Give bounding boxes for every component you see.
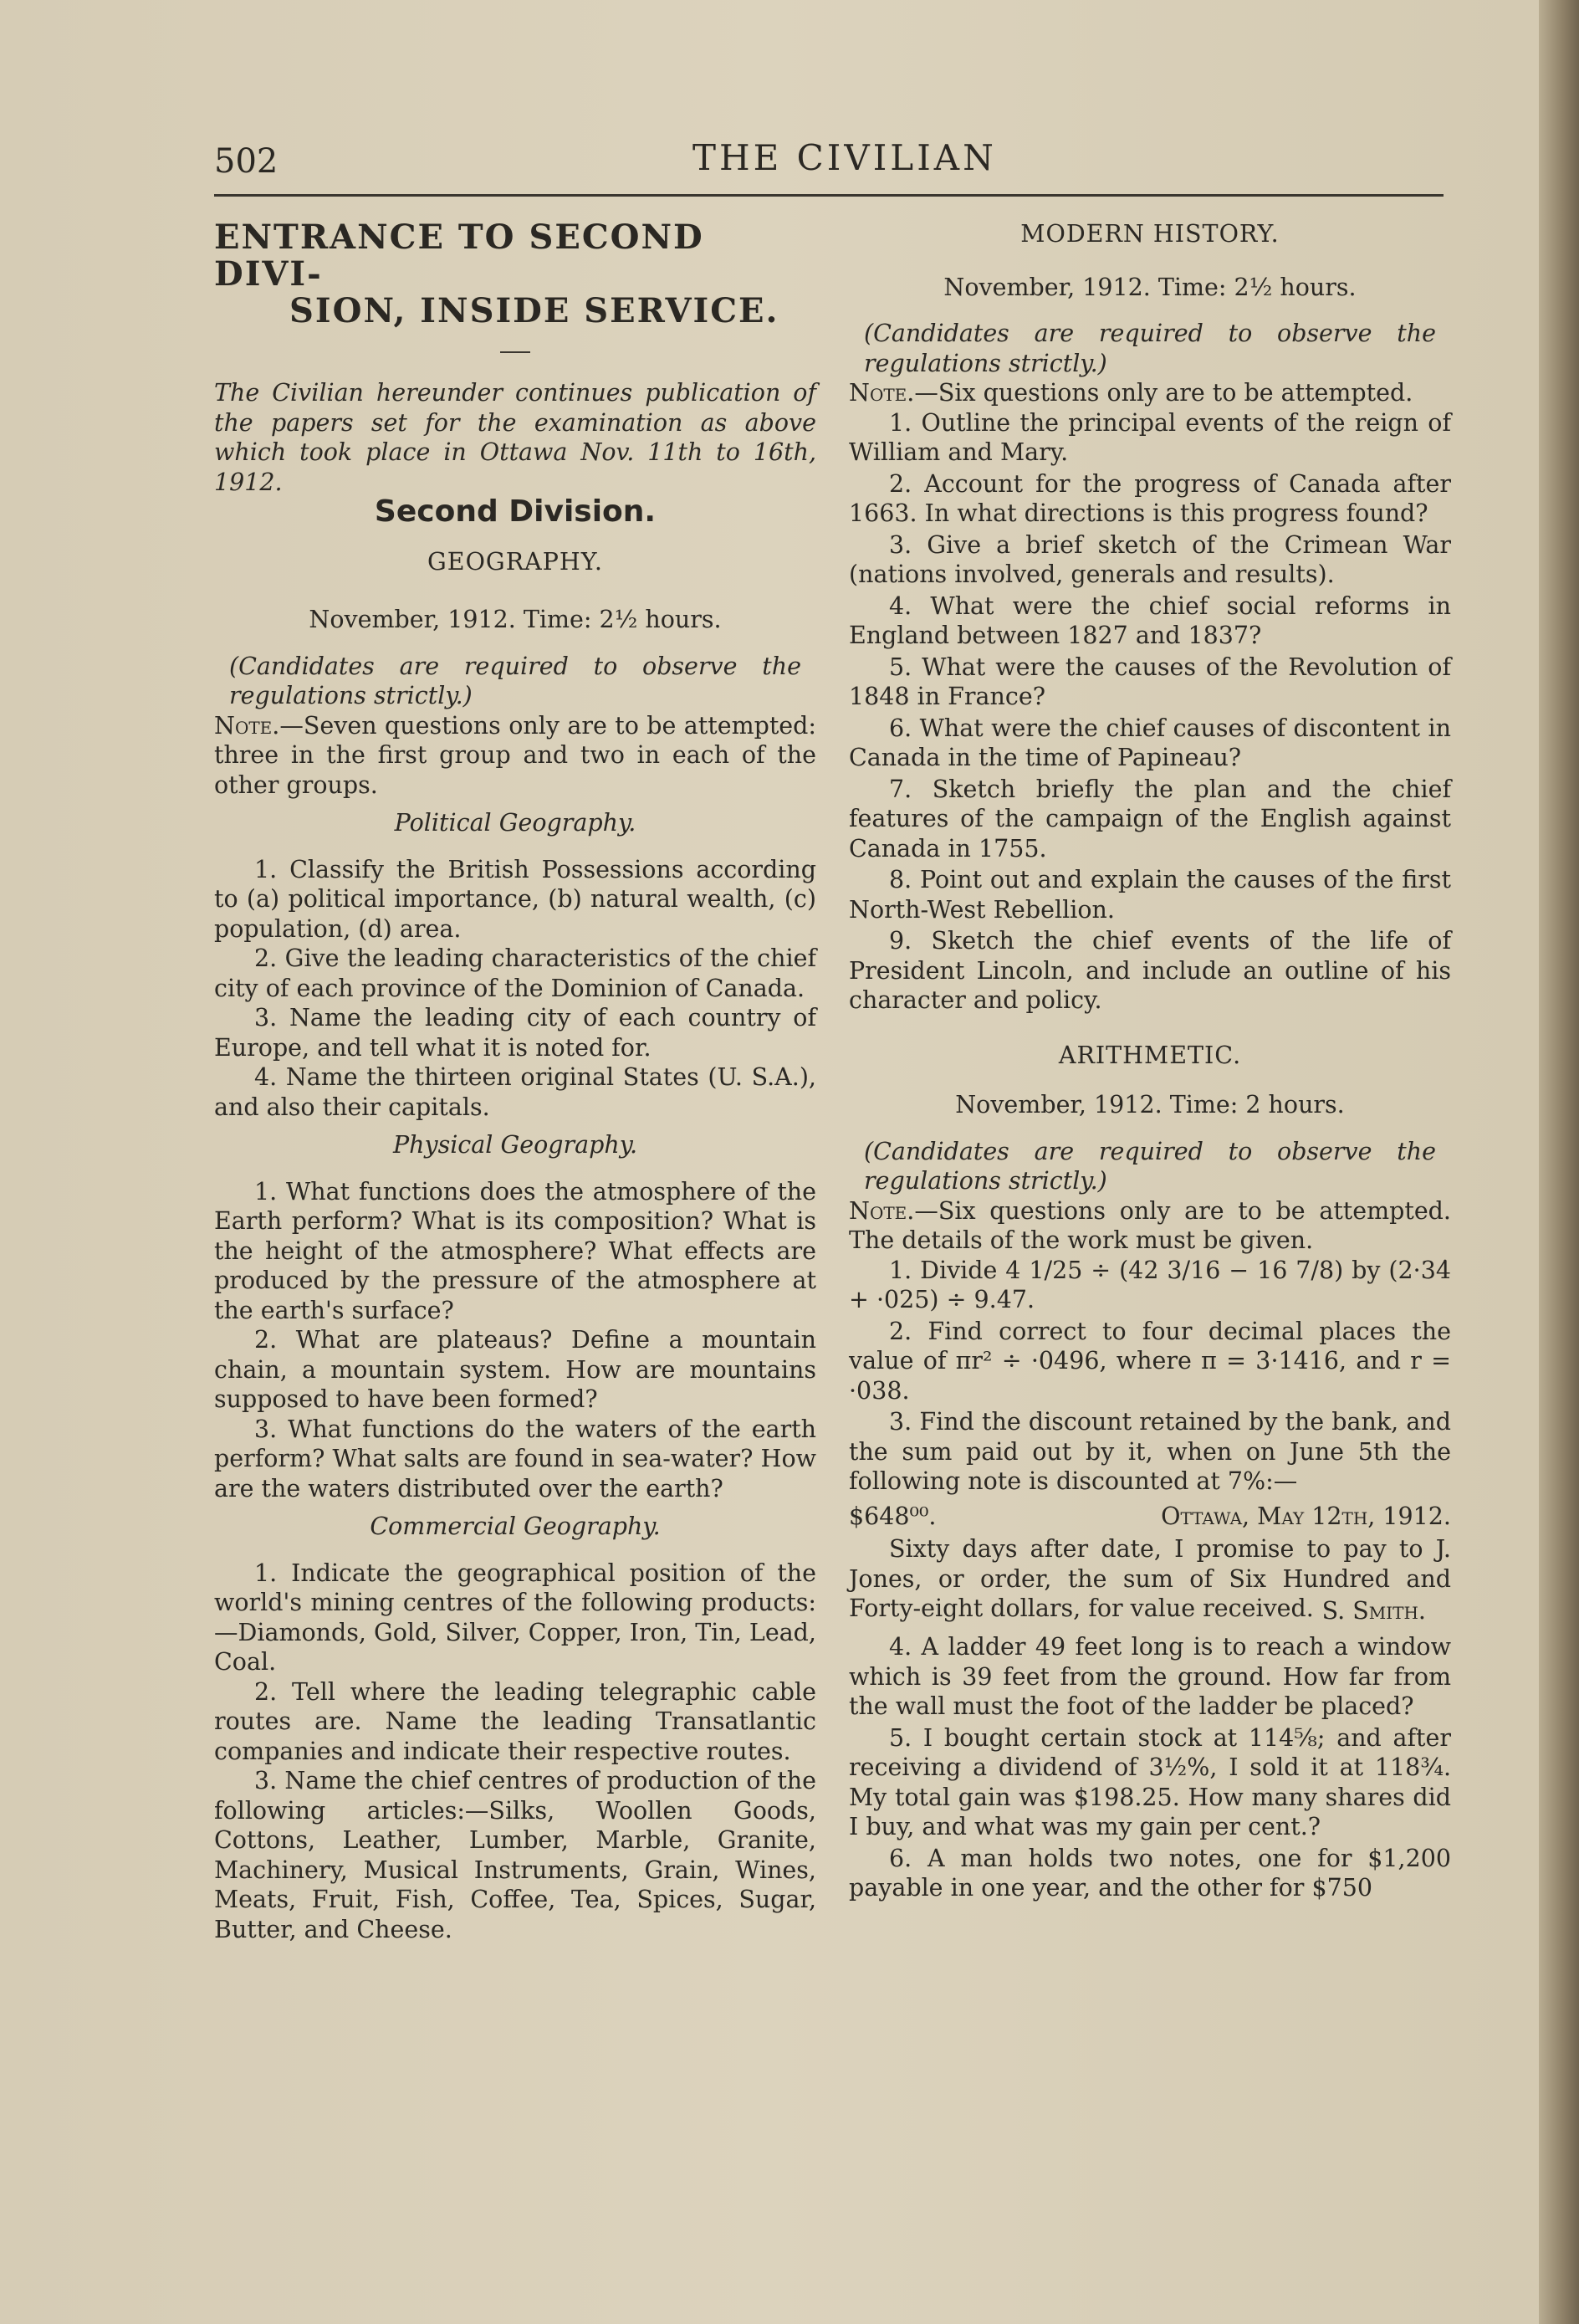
question: 5. What were the causes of the Revolution of 1848 in France? xyxy=(849,653,1451,710)
question: 4. What were the chief social reforms in England between 1827 and 1837? xyxy=(849,591,1451,649)
geography-date: November, 1912. Time: 2½ hours. xyxy=(309,606,722,633)
arithmetic-note xyxy=(849,1196,1451,1256)
section-heading: Second Division. xyxy=(374,494,657,529)
question: 6. What were the chief causes of discontent in Canada in the time of Papineau? xyxy=(849,714,1451,771)
question: 1. Indicate the geographical position of the world's mining centres of the following products:—Diamonds, Gold, Silver, Copper, Iron, Tin, Lead, Coal. xyxy=(214,1559,816,1676)
note-label: Note. xyxy=(849,1196,915,1225)
commercial-geography-heading: Commercial Geography. xyxy=(370,1513,661,1540)
geography-regulations: (Candidates are required to observe the regulations strictly.) xyxy=(229,652,801,709)
history-note xyxy=(849,378,1451,408)
intro-paragraph: The Civilian hereunder continues publication of the papers set for the examination as above which took place in Ottawa Nov. 11th to 16th, 1912. xyxy=(214,379,816,496)
question: 8. Point out and explain the causes of the first North-West Rebellion. xyxy=(849,866,1451,924)
note-label: Note. xyxy=(849,379,915,407)
arithmetic-date: November, 1912. Time: 2 hours. xyxy=(955,1091,1345,1118)
note-signature: S. Smith. xyxy=(1321,1596,1426,1625)
note-place-date: Ottawa, May 12th, 1912. xyxy=(1161,1502,1451,1530)
left-column xyxy=(214,219,816,1944)
promissory-note-body: Sixty days after date, I promise to pay to J. Jones, or order, the sum of Six Hundred and Forty-eight dollars, for value received. xyxy=(849,1535,1451,1622)
note-text: —Six questions only are to be attempted. The details of the work must be given. xyxy=(849,1196,1451,1254)
question: 2. What are plateaus? Define a mountain chain, a mountain system. How are mountains supposed to have been formed? xyxy=(214,1326,816,1413)
question: 6. A man holds two notes, one for $1,200 payable in one year, and the other for $750 xyxy=(849,1844,1451,1902)
binding-gutter xyxy=(1539,0,1579,2324)
question: 9. Sketch the chief events of the life of President Lincoln, and include an outline of his character and policy. xyxy=(849,927,1451,1014)
history-title: MODERN HISTORY. xyxy=(1020,220,1280,248)
history-date: November, 1912. Time: 2½ hours. xyxy=(943,273,1357,301)
question: 4. A ladder 49 feet long is to reach a window which is 39 feet from the ground. How far from the wall must the foot of the ladder be placed? xyxy=(849,1633,1451,1720)
heading-line-2: SION, INSIDE SERVICE. xyxy=(289,291,779,330)
note-text: —Seven questions only are to be attempted: three in the first group and two in each of the other groups. xyxy=(214,711,816,799)
question: 1. Outline the principal events of the reign of William and Mary. xyxy=(849,408,1451,466)
question: 1. Divide 4 1/25 ÷ (42 3/16 − 16 7/8) by (2·34̇ + ·025) ÷ 9.47. xyxy=(849,1256,1451,1313)
question: 3. Find the discount retained by the bank, and the sum paid out by it, when on June 5th the following note is discounted at 7%:— xyxy=(849,1408,1451,1495)
question: 2. Find correct to four decimal places the value of πr² ÷ ·0496, where π = 3·1416, and r = ·038. xyxy=(849,1317,1451,1405)
heading-line-1: ENTRANCE TO SECOND DIVI- xyxy=(214,218,704,294)
history-regulations: (Candidates are required to observe the regulations strictly.) xyxy=(864,320,1436,377)
question: 2. Account for the progress of Canada after 1663. In what directions is this progress found? xyxy=(849,469,1451,527)
question: 7. Sketch briefly the plan and the chief features of the campaign of the English against Canada in 1755. xyxy=(849,775,1451,863)
question: 3. Give a brief sketch of the Crimean War (nations involved, generals and results). xyxy=(849,530,1451,588)
question: 3. What functions do the waters of the earth perform? What salts are found in sea-water? How are the waters distributed over the earth? xyxy=(214,1415,816,1502)
arithmetic-title: ARITHMETIC. xyxy=(1058,1041,1242,1069)
question: 3. Name the leading city of each country of Europe, and tell what it is noted for. xyxy=(214,1004,816,1062)
running-title: THE CIVILIAN xyxy=(692,137,997,178)
question: 4. Name the thirteen original States (U. S.A.), and also their capitals. xyxy=(214,1063,816,1121)
arithmetic-regulations: (Candidates are required to observe the regulations strictly.) xyxy=(864,1137,1436,1195)
note-label: Note. xyxy=(214,711,280,740)
question: 2. Tell where the leading telegraphic cable routes are. Name the leading Transatlantic companies and indicate their respective routes. xyxy=(214,1677,816,1765)
page-header xyxy=(214,134,1444,192)
note-amount: $648⁰⁰. xyxy=(849,1502,937,1530)
promissory-note-header xyxy=(849,1502,1451,1532)
page-number: 502 xyxy=(214,142,278,181)
question: 1. Classify the British Possessions according to (a) political importance, (b) natural wealth, (c) population, (d) area. xyxy=(214,855,816,943)
note-text: —Six questions only are to be attempted. xyxy=(914,379,1413,407)
divider xyxy=(500,351,530,353)
question: 2. Give the leading characteristics of the chief city of each province of the Dominion of Canada. xyxy=(214,944,816,1002)
physical-geography-heading: Physical Geography. xyxy=(392,1131,638,1159)
article-heading xyxy=(214,219,816,330)
question: 5. I bought certain stock at 114⅝; and after receiving a dividend of 3½%, I sold it at 118¾. My total gain was $198.25. How many shares did I buy, and what was my gain per cent.? xyxy=(849,1723,1451,1840)
header-rule xyxy=(214,194,1444,197)
right-column xyxy=(849,219,1451,1905)
question: 3. Name the chief centres of production of the following articles:—Silks, Woollen Goods, Cottons, Leather, Lumber, Marble, Granite, Machinery, Musical Instruments, Grain, Wines, Meats, Fruit, Fish, Coffee, Tea, Spices, Sugar, Butter, and Cheese. xyxy=(214,1767,816,1943)
geography-note xyxy=(214,711,816,801)
geography-title: GEOGRAPHY. xyxy=(427,547,603,576)
political-geography-heading: Political Geography. xyxy=(394,809,636,837)
question: 1. What functions does the atmosphere of the Earth perform? What is its composition? What is the height of the atmosphere? What effects are produced by the pressure of the atmosphere at the earth's surface? xyxy=(214,1177,816,1324)
